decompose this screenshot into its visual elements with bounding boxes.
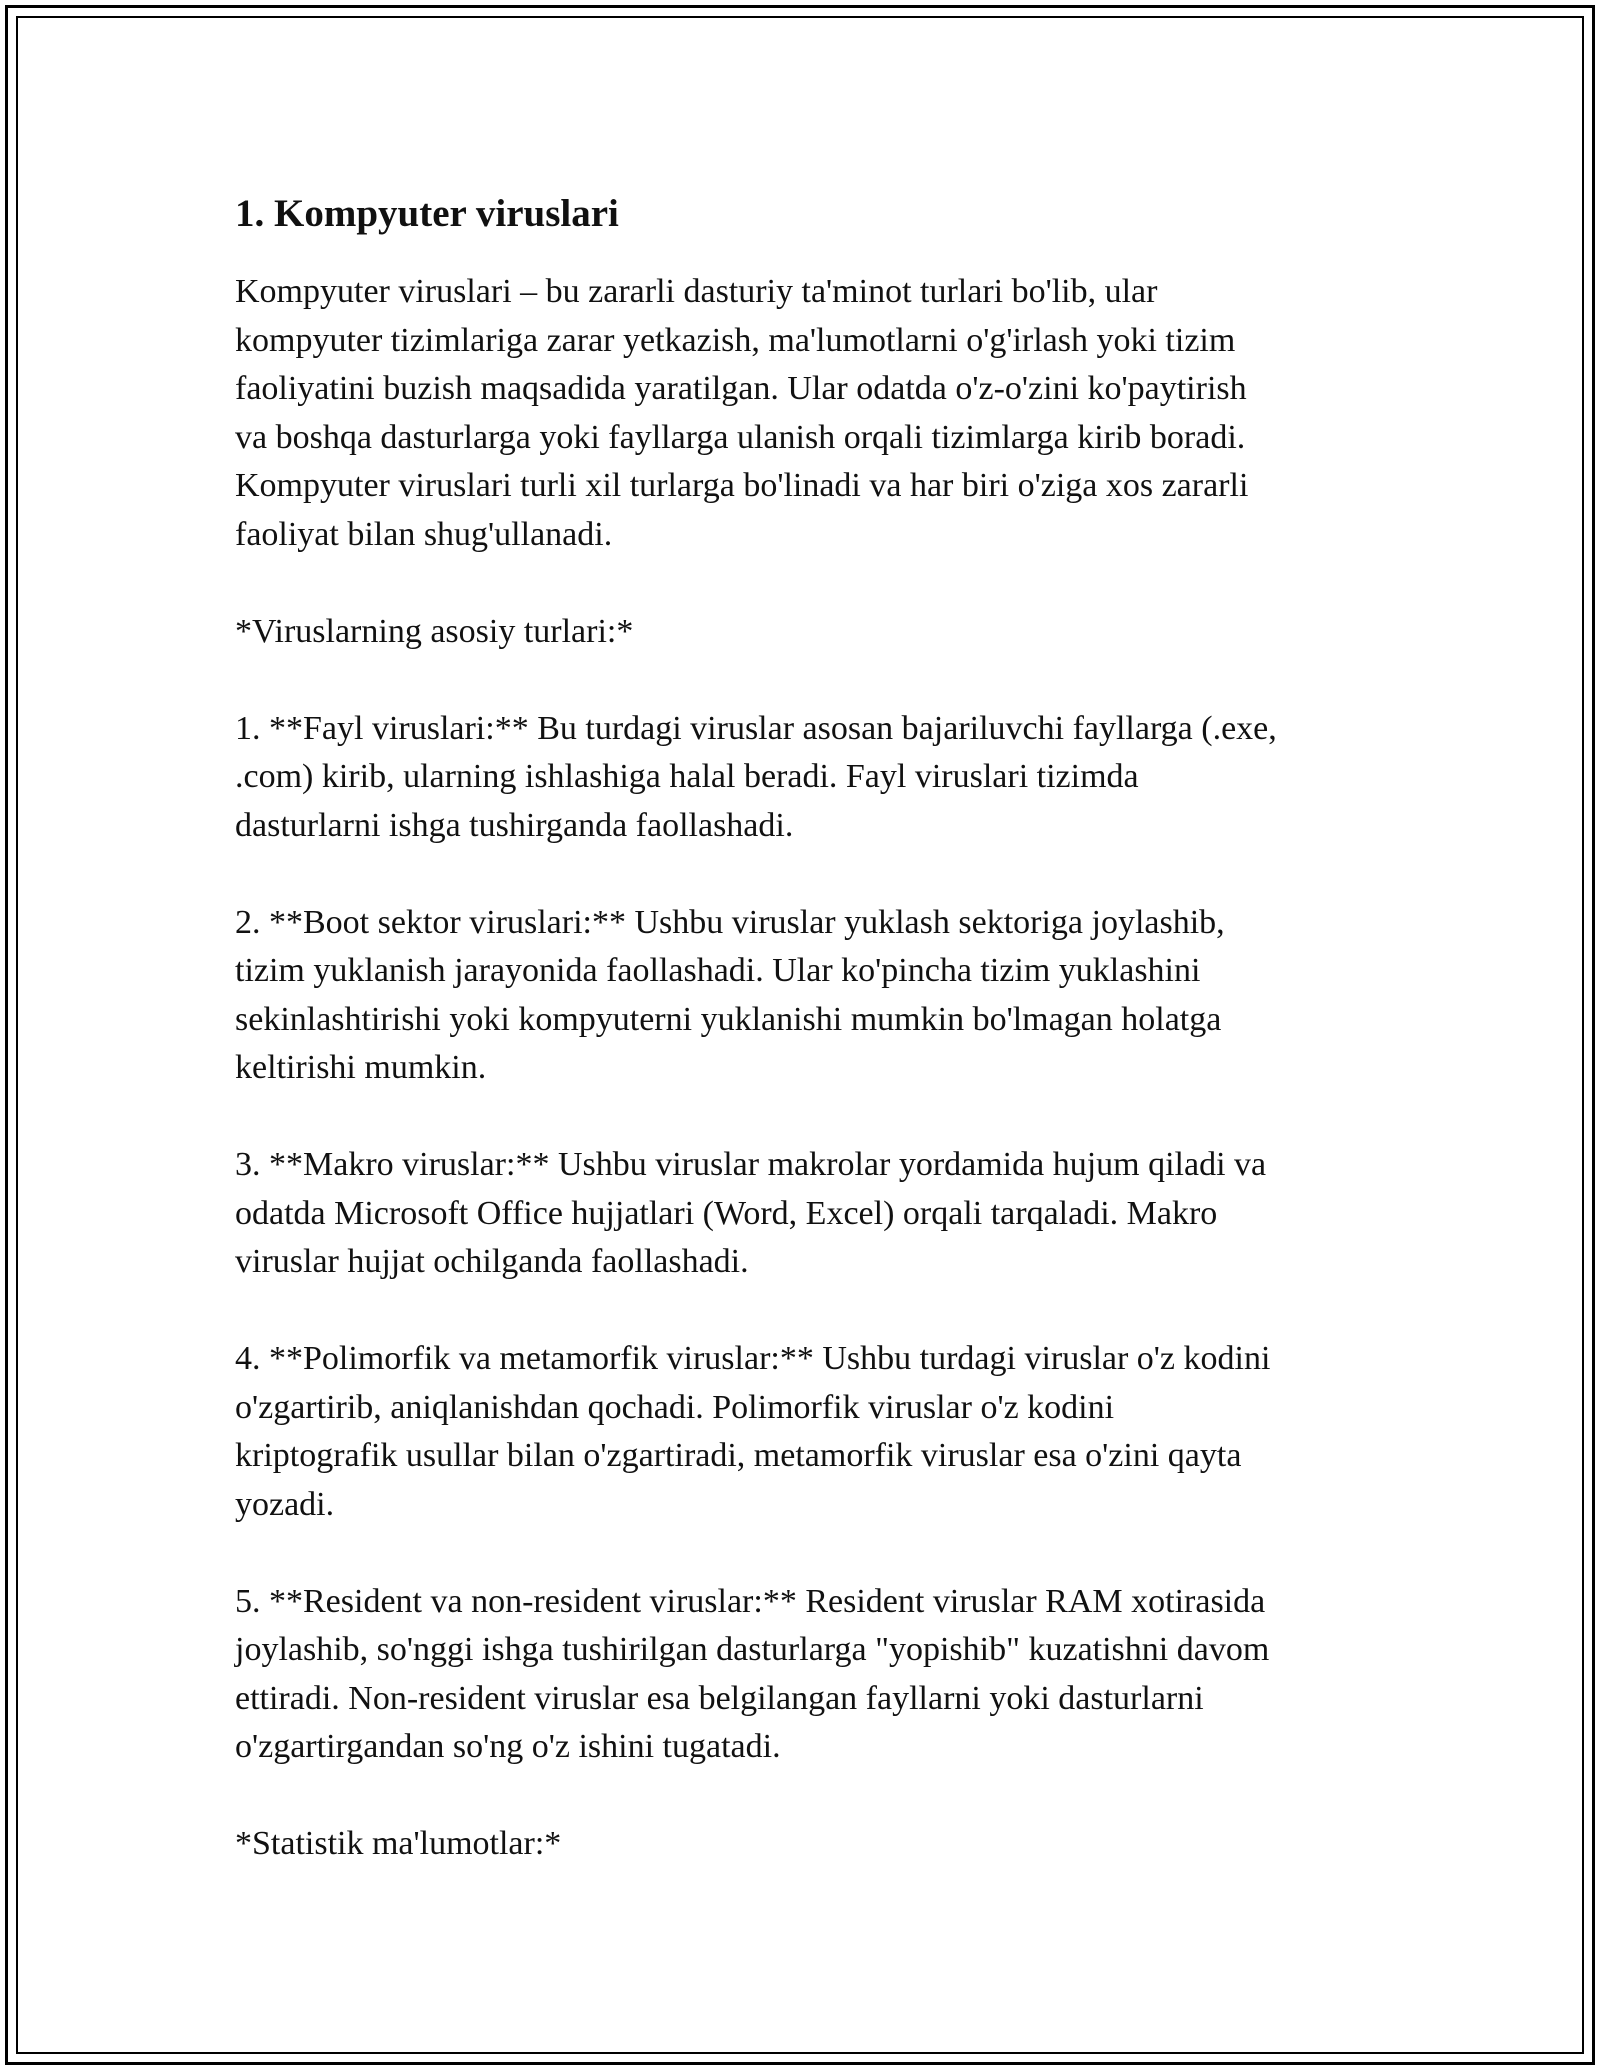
list-item-resident-viruses: 5. **Resident va non-resident viruslar:** Resident viruslar RAM xotirasida joylashib, so'nggi ishga tushirilgan dasturlarga "yopishib" kuzatishni davom ettiradi. Non-resident viruslar esa belgilangan fayllarni yoki dasturlarni o'zgartirgandan so'ng o'z ishini tugatadi. — [235, 1582, 1270, 1765]
stats-heading: *Statistik ma'lumotlar:* — [235, 1825, 562, 1862]
paragraph-gap — [235, 850, 1375, 899]
types-heading: *Viruslarning asosiy turlari:* — [235, 612, 634, 650]
document-body — [235, 188, 1375, 1869]
paragraph-gap — [235, 1093, 1375, 1142]
list-item-file-viruses: 1. **Fayl viruslari:** Bu turdagi viruslar asosan bajariluvchi fayllarga (.exe, .com) kirib, ularning ishlashiga halal beradi. Fayl viruslari tizimda dasturlarni ishga tushirganda faollashadi. — [235, 709, 1277, 844]
section-title: 1. Kompyuter viruslari — [235, 192, 619, 235]
list-item-boot-sector-viruses: 2. **Boot sektor viruslari:** Ushbu viruslar yuklash sektoriga joylashib, tizim yuklanish jarayonida faollashadi. Ular ko'pincha tizim yuklashini sekinlashtirishi yoki kompyuterni yuklanishi mumkin bo'lmagan holatga keltirishi mumkin. — [235, 903, 1225, 1086]
list-item-polymorphic-viruses: 4. **Polimorfik va metamorfik viruslar:** Ushbu turdagi viruslar o'z kodini o'zgartirib, aniqlanishdan qochadi. Polimorfik viruslar o'z kodini kriptografik usullar bilan o'zgartiradi, metamorfik viruslar esa o'zini qayta yozadi. — [235, 1340, 1271, 1523]
paragraph-gap — [235, 1287, 1375, 1336]
paragraph-gap — [235, 1529, 1375, 1578]
paragraph-gap — [235, 656, 1375, 705]
paragraph-gap — [235, 1772, 1375, 1821]
intro-paragraph: Kompyuter viruslari – bu zararli dasturiy ta'minot turlari bo'lib, ular kompyuter tizimlariga zarar yetkazish, ma'lumotlarni o'g'irlash yoki tizim faoliyatini buzish maqsadida yaratilgan. Ular odatda o'z-o'zini ko'paytirish va boshqa dasturlarga yoki fayllarga ulanish orqali tizimlarga kirib boradi. Kompyuter viruslari turli xil turlarga bo'linadi va har biri o'ziga xos zararli faoliyat bilan shug'ullanadi. — [235, 273, 1249, 553]
list-item-macro-viruses: 3. **Makro viruslar:** Ushbu viruslar makrolar yordamida hujum qiladi va odatda Microsoft Office hujjatlari (Word, Excel) orqali tarqaladi. Makro viruslar hujjat ochilganda faollashadi. — [235, 1146, 1267, 1280]
paragraph-gap — [235, 559, 1375, 608]
